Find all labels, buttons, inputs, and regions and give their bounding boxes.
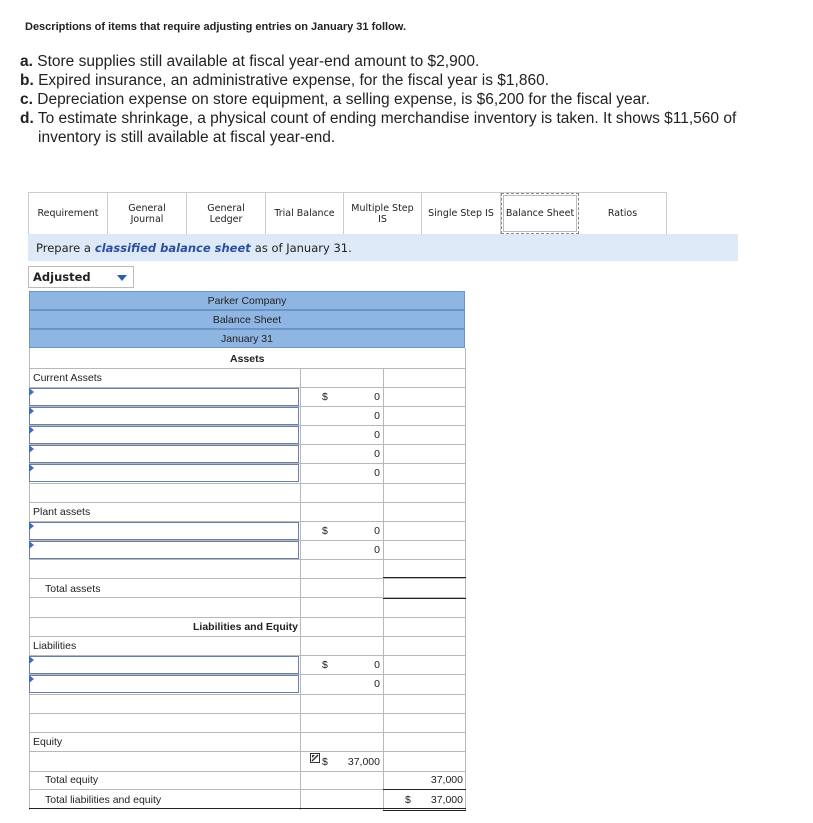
tab-general-journal[interactable] — [108, 193, 187, 234]
current-asset-account-input[interactable] — [29, 445, 299, 463]
edit-icon[interactable] — [310, 753, 320, 763]
plant-asset-amount[interactable]: 0 — [374, 544, 380, 556]
item-a — [20, 53, 479, 71]
requirement-tabs — [28, 192, 667, 235]
tab-label: Single Step IS — [428, 208, 494, 219]
current-asset-account-input[interactable] — [29, 464, 299, 482]
item-letter: d. — [20, 110, 34, 127]
tab-label: Balance Sheet — [505, 208, 575, 219]
total-equity-label: Total equity — [45, 774, 99, 786]
instruction-bar — [28, 234, 738, 261]
total-double-underline — [383, 810, 466, 811]
current-asset-amount[interactable]: 0 — [374, 410, 380, 422]
grid-line — [29, 578, 466, 579]
date-header — [29, 329, 465, 348]
input-marker-icon — [29, 675, 34, 683]
tab-trial-balance[interactable] — [266, 193, 344, 234]
tab-ratios[interactable] — [579, 193, 666, 234]
input-marker-icon — [29, 656, 34, 664]
dropdown-value: Adjusted — [33, 270, 91, 284]
total-liabilities-equity-label: Total liabilities and equity — [45, 794, 162, 806]
tab-balance-sheet[interactable] — [501, 193, 579, 234]
plant-asset-account-input[interactable] — [29, 541, 299, 559]
tab-label: General Ledger — [207, 202, 245, 225]
current-asset-amount[interactable]: 0 — [374, 467, 380, 479]
instructions-heading: Descriptions of items that require adjusting entries on January 31 follow. — [25, 21, 407, 33]
input-marker-icon — [29, 464, 34, 472]
adjusted-dropdown[interactable] — [28, 266, 134, 288]
input-marker-icon — [29, 426, 34, 434]
input-marker-icon — [29, 445, 34, 453]
item-letter: a. — [20, 53, 33, 70]
liability-account-input[interactable] — [29, 675, 299, 693]
total-underline — [383, 789, 466, 790]
current-asset-account-input[interactable] — [29, 388, 299, 406]
equity-label: Equity — [33, 736, 63, 748]
liability-amount[interactable]: 0 — [374, 678, 380, 690]
grid-line — [29, 559, 466, 560]
item-c — [20, 91, 650, 109]
grid-line — [29, 713, 466, 714]
plant-assets-label: Plant assets — [33, 506, 91, 518]
grid-line — [29, 694, 466, 695]
item-d — [20, 110, 736, 128]
tab-label: General Journal — [128, 202, 166, 225]
total-equity-amount: 37,000 — [430, 774, 463, 786]
item-b — [20, 72, 549, 90]
total-double-underline — [29, 808, 466, 809]
current-asset-amount[interactable]: 0 — [374, 429, 380, 441]
instruction-highlight: classified balance sheet — [94, 240, 251, 255]
item-text: To estimate shrinkage, a physical count of ending merchandise inventory is taken. It shows $11,560 of — [37, 110, 737, 127]
plant-asset-account-input[interactable] — [29, 522, 299, 540]
grid-line — [29, 617, 466, 618]
dollar-sign: $ — [405, 794, 411, 806]
grid-line — [383, 368, 384, 810]
grid-line — [465, 348, 466, 810]
tab-label: Requirement — [37, 208, 99, 219]
current-assets-label: Current Assets — [33, 372, 102, 384]
liability-amount[interactable]: 0 — [374, 659, 380, 671]
company-header — [29, 291, 465, 310]
item-letter: b. — [20, 72, 34, 89]
title-header — [29, 310, 465, 329]
instruction-text: Prepare a — [36, 240, 91, 255]
statement-title: Balance Sheet — [212, 313, 282, 326]
current-asset-account-input[interactable] — [29, 426, 299, 444]
item-letter: c. — [20, 91, 33, 108]
grid-line — [29, 502, 466, 503]
item-d-continued: inventory is still available at fiscal year-end. — [38, 129, 336, 146]
item-text: Expired insurance, an administrative expense, for the fiscal year is $1,860. — [38, 72, 550, 89]
equity-amount[interactable]: 37,000 — [347, 756, 380, 768]
total-underline — [383, 577, 466, 578]
tab-label: Ratios — [607, 208, 638, 219]
tab-multiple-step-is[interactable] — [344, 193, 422, 234]
tab-single-step-is[interactable] — [422, 193, 501, 234]
company-name: Parker Company — [207, 294, 287, 307]
total-liabilities-equity-amount: 37,000 — [430, 794, 463, 806]
instruction-text-end: as of January 31. — [254, 240, 352, 255]
grid-line — [29, 636, 466, 637]
current-asset-account-input[interactable] — [29, 407, 299, 425]
current-asset-amount[interactable]: 0 — [374, 448, 380, 460]
input-marker-icon — [29, 522, 34, 530]
grid-line — [29, 751, 466, 752]
tab-label: Multiple Step IS — [351, 202, 414, 225]
total-assets-label: Total assets — [45, 583, 101, 595]
input-marker-icon — [29, 407, 34, 415]
tab-label: Trial Balance — [274, 208, 335, 219]
chevron-down-icon — [117, 275, 127, 281]
input-marker-icon — [29, 388, 34, 396]
grid-line — [29, 732, 466, 733]
liability-account-input[interactable] — [29, 656, 299, 674]
item-text: Depreciation expense on store equipment, a selling expense, is $6,200 for the fiscal year. — [37, 91, 650, 108]
liabilities-equity-heading: Liabilities and Equity — [193, 621, 299, 633]
statement-date: January 31 — [221, 332, 273, 345]
item-text: Store supplies still available at fiscal year-end amount to $2,900. — [37, 53, 480, 70]
plant-asset-amount[interactable]: 0 — [374, 525, 380, 537]
grid-line — [300, 368, 301, 810]
tab-general-ledger[interactable] — [187, 193, 266, 234]
dollar-sign: $ — [322, 756, 328, 768]
tab-requirement[interactable] — [29, 193, 108, 234]
input-marker-icon — [29, 541, 34, 549]
dollar-sign: $ — [322, 391, 328, 403]
current-asset-amount[interactable]: 0 — [374, 391, 380, 403]
dollar-sign: $ — [322, 659, 328, 671]
grid-line — [29, 771, 466, 772]
grid-line — [29, 368, 466, 369]
liabilities-label: Liabilities — [33, 640, 77, 652]
total-double-underline — [383, 598, 466, 599]
grid-line — [29, 483, 466, 484]
assets-heading: Assets — [230, 353, 265, 365]
dollar-sign: $ — [322, 525, 328, 537]
